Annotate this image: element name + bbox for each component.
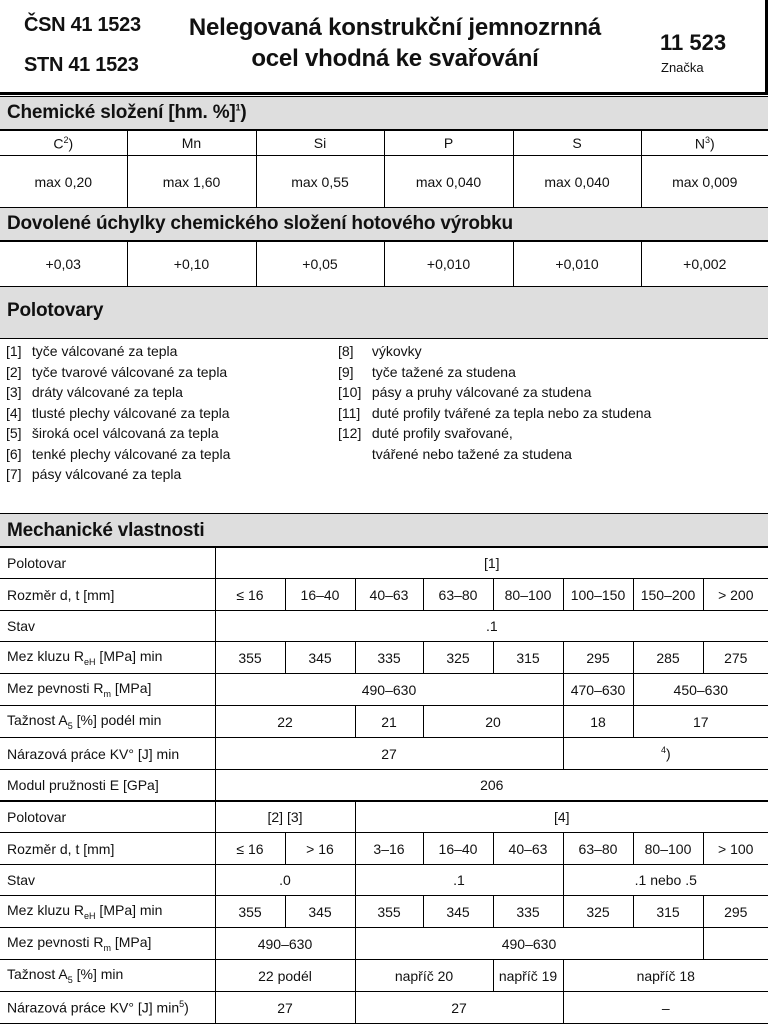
dev-value-n: +0,002 [641, 242, 768, 287]
dev-value-mn: +0,10 [127, 242, 256, 287]
dev-value-p: +0,010 [384, 242, 513, 287]
table-cell: 490–630 [355, 928, 703, 960]
polotovar-value: [1] [215, 548, 768, 579]
table-cell: 100–150 [563, 579, 633, 611]
list-item: [2] tyče tvarové válcované za tepla [6, 363, 228, 380]
table-cell: 355 [355, 896, 423, 928]
table-cell: 355 [215, 642, 285, 674]
title-line-2: ocel vhodná ke svařování [251, 45, 539, 72]
list-item: [10] pásy a pruhy válcované za studena [338, 384, 592, 400]
table-row [0, 611, 768, 642]
table-cell: 3–16 [355, 833, 423, 865]
table-cell: 40–63 [355, 579, 423, 611]
table-cell: 285 [633, 642, 703, 674]
list-item: [3] dráty válcované za tepla [6, 384, 183, 400]
row-label: Polotovar [0, 548, 215, 579]
chem-header-n: $N^3$) [641, 131, 768, 156]
table-cell: 345 [423, 896, 493, 928]
table-cell: 27 [215, 738, 563, 770]
table-cell: 16–40 [423, 833, 493, 865]
chem-header-si: Si [256, 131, 384, 156]
table-cell: > 100 [703, 833, 768, 865]
table-cell: 355 [215, 896, 285, 928]
table-row [0, 960, 768, 992]
table-cell: napříč 20 [355, 960, 493, 992]
dev-value-row [0, 242, 768, 287]
list-item: tvářené nebo tažené za studena [371, 445, 572, 462]
table-cell: 470–630 [563, 674, 633, 706]
row-label: Stav [0, 865, 215, 896]
row-label: Rozměr d, t [mm] [0, 579, 215, 611]
table-cell: 18 [563, 706, 633, 738]
list-item: [6] tenké plechy válcované za tepla [6, 445, 231, 462]
chem-value-mn: max 1,60 [127, 156, 256, 208]
table-cell: napříč 19 [493, 960, 563, 992]
table-row [0, 833, 768, 865]
dev-value-c: +0,03 [0, 242, 127, 287]
list-item: [7] pásy válcované za tepla [6, 466, 182, 482]
table-cell: 17 [633, 706, 768, 738]
list-item: [4] tlusté plechy válcované za tepla [6, 404, 230, 421]
table-cell: 206 [215, 770, 768, 801]
dev-section-title: Dovolené úchylky chemického složení hotového výrobku [7, 213, 513, 234]
table-cell: 295 [563, 642, 633, 674]
table-row [0, 548, 768, 579]
chem-header-c: $C^2$) [0, 131, 127, 156]
table-row [0, 579, 768, 611]
table-cell: 325 [563, 896, 633, 928]
table-cell: 21 [355, 706, 423, 738]
row-label: Mez pevnosti $R_m$ [MPa] [0, 928, 215, 960]
standard-stn: STN 41 1523 [24, 54, 139, 76]
row-label: Mez pevnosti $R_m$ [MPa] [0, 674, 215, 706]
row-label: Tažnost $A_5$ [%] podél min [0, 706, 215, 738]
row-label: Mez kluzu $R_{eH}$ [MPa] min [0, 896, 215, 928]
table-cell [703, 928, 768, 960]
table-row [0, 674, 768, 706]
table-cell: [2] [3] [215, 802, 355, 833]
table-cell: .1 nebo .5 [563, 865, 768, 896]
chem-value-c: max 0,20 [0, 156, 127, 208]
title-line-1: Nelegovaná konstrukční jemnozrnná [188, 14, 602, 41]
polo-section-header [0, 286, 768, 339]
polo-list-right [338, 341, 651, 464]
chem-header-mn: Mn [127, 131, 256, 156]
row-label: Nárazová práce KV° [J] min [0, 738, 215, 770]
mech-table-1 [0, 547, 768, 801]
table-cell: napříč 18 [563, 960, 768, 992]
steel-code-label: Značka [661, 60, 704, 75]
dev-section-header [0, 207, 768, 241]
table-row [0, 706, 768, 738]
list-item: [12] duté profily svařované, [338, 425, 513, 441]
table-cell: 22 [215, 706, 355, 738]
row-label: Modul pružnosti E [GPa] [0, 770, 215, 801]
row-label: Stav [0, 611, 215, 642]
row-label: Mez kluzu $R_{eH}$ [MPa] min [0, 642, 215, 674]
table-cell: 63–80 [423, 579, 493, 611]
table-cell: 275 [703, 642, 768, 674]
standard-csn: ČSN 41 1523 [24, 14, 141, 36]
table-cell: > 16 [285, 833, 355, 865]
row-label: Rozměr d, t [mm] [0, 833, 215, 865]
footnote-cell: $^4$) [563, 738, 768, 770]
table-row [0, 770, 768, 801]
chem-value-n: max 0,009 [641, 156, 768, 208]
chem-header-p: P [384, 131, 513, 156]
steel-code: 11 523 [660, 30, 727, 55]
table-cell: 315 [633, 896, 703, 928]
table-cell: 80–100 [633, 833, 703, 865]
row-label: Nárazová práce KV° [J] $\min^5$) [0, 992, 215, 1024]
table-row [0, 642, 768, 674]
table-cell: 80–100 [493, 579, 563, 611]
table-row [0, 992, 768, 1024]
table-cell: .0 [215, 865, 355, 896]
dev-value-si: +0,05 [256, 242, 384, 287]
list-item: [8] výkovky [338, 343, 422, 359]
table-cell: 325 [423, 642, 493, 674]
table-cell: 27 [355, 992, 563, 1024]
dev-table [0, 241, 768, 287]
mech-section-title: Mechanické vlastnosti [7, 520, 205, 541]
chem-section-title: Chemické složení [hm. %]$^1$) [7, 102, 247, 123]
table-cell: > 200 [703, 579, 768, 611]
chem-header-row [0, 131, 768, 156]
table-cell: 22 podél [215, 960, 355, 992]
list-item: [1] tyče válcované za tepla [6, 343, 178, 359]
list-item: [5] široká ocel válcovaná za tepla [6, 425, 219, 441]
table-cell: 40–63 [493, 833, 563, 865]
table-cell: ≤ 16 [215, 833, 285, 865]
table-row [0, 928, 768, 960]
chem-section-header [0, 96, 768, 130]
table-cell: 20 [423, 706, 563, 738]
table-cell: 490–630 [215, 928, 355, 960]
mech-section-header [0, 513, 768, 547]
chem-value-si: max 0,55 [256, 156, 384, 208]
table-cell: 63–80 [563, 833, 633, 865]
table-cell: 16–40 [285, 579, 355, 611]
table-cell: 345 [285, 642, 355, 674]
chem-value-p: max 0,040 [384, 156, 513, 208]
table-row [0, 802, 768, 833]
document-header [0, 0, 768, 95]
list-item: [9] tyče tažené za studena [338, 363, 516, 380]
table-cell: .1 [215, 611, 768, 642]
table-cell: 150–200 [633, 579, 703, 611]
row-label: Tažnost $A_5$ [%] min [0, 960, 215, 992]
table-cell: ≤ 16 [215, 579, 285, 611]
table-cell: 345 [285, 896, 355, 928]
polo-list-left [6, 341, 230, 485]
chem-table [0, 130, 768, 208]
polo-section-title: Polotovary [7, 300, 104, 321]
table-cell: 27 [215, 992, 355, 1024]
chem-value-row [0, 156, 768, 208]
document-title [150, 12, 640, 74]
row-label: Polotovar [0, 802, 215, 833]
table-cell: 315 [493, 642, 563, 674]
table-cell: .1 [355, 865, 563, 896]
table-cell: 295 [703, 896, 768, 928]
chem-value-s: max 0,040 [513, 156, 641, 208]
table-row [0, 865, 768, 896]
mech-table-2 [0, 801, 768, 1024]
table-row [0, 896, 768, 928]
table-cell: 335 [355, 642, 423, 674]
table-cell: 490–630 [215, 674, 563, 706]
table-cell: [4] [355, 802, 768, 833]
table-cell: 335 [493, 896, 563, 928]
table-row [0, 738, 768, 770]
table-cell: 450–630 [633, 674, 768, 706]
table-cell: – [563, 992, 768, 1024]
list-item: [11] duté profily tvářené za tepla nebo za studena [338, 404, 652, 421]
dev-value-s: +0,010 [513, 242, 641, 287]
chem-header-s: S [513, 131, 641, 156]
